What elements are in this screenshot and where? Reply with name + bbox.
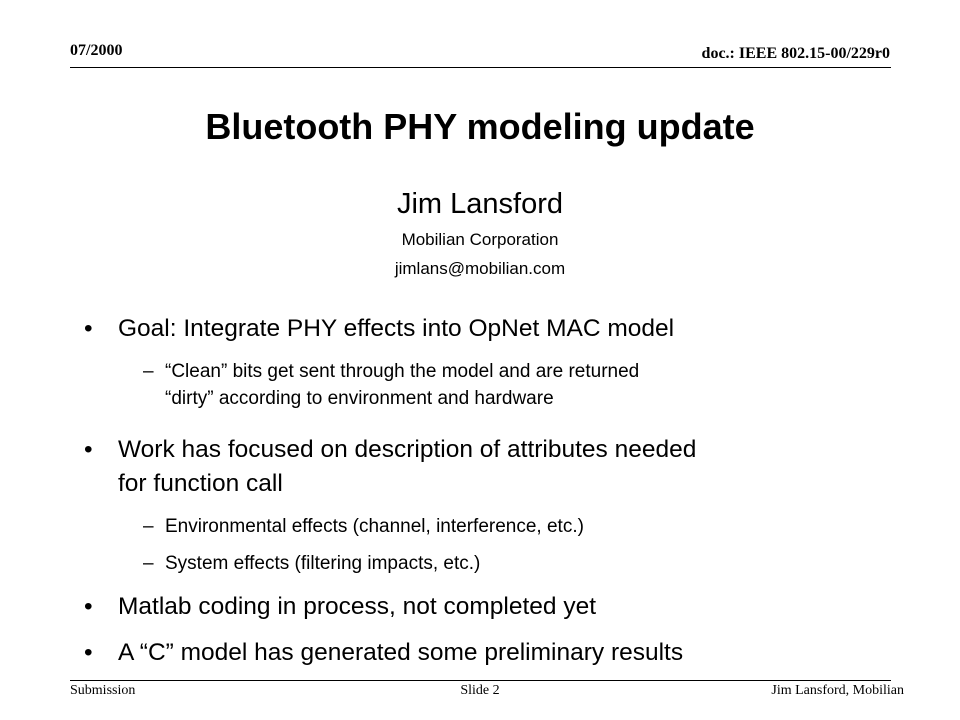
sub-bullet-text: “dirty” according to environment and hardware xyxy=(165,388,554,409)
footer-slide-number: Slide 2 xyxy=(460,683,500,698)
sub-bullet-text: “Clean” bits get sent through the model and are returned xyxy=(165,361,640,382)
footer-author: Jim Lansford, Mobilian xyxy=(771,683,904,698)
bullet-marker: • xyxy=(84,315,93,342)
author-organization: Mobilian Corporation xyxy=(401,230,559,249)
bullet-marker: • xyxy=(84,436,93,463)
bullet-text: Matlab coding in process, not completed yet xyxy=(118,593,597,620)
sub-bullet-text: System effects (filtering impacts, etc.) xyxy=(165,553,481,574)
author-email: jimlans@mobilian.com xyxy=(394,259,566,278)
footer-divider xyxy=(70,680,891,681)
bullet-text: Work has focused on description of attributes needed xyxy=(118,436,697,463)
bullet-marker: • xyxy=(84,593,93,620)
bullet-text: Goal: Integrate PHY effects into OpNet MAC model xyxy=(118,315,675,342)
slide-title: Bluetooth PHY modeling update xyxy=(205,106,755,147)
bullet-text: A “C” model has generated some preliminary results xyxy=(118,639,684,666)
sub-bullet-marker: – xyxy=(143,361,154,382)
author-name: Jim Lansford xyxy=(396,188,563,220)
sub-bullet-text: Environmental effects (channel, interference, etc.) xyxy=(165,516,584,537)
footer-submission: Submission xyxy=(70,683,136,698)
bullet-text: for function call xyxy=(118,470,283,497)
header-divider xyxy=(70,67,891,68)
sub-bullet-marker: – xyxy=(143,516,154,537)
header-date: 07/2000 xyxy=(70,42,123,59)
sub-bullet-marker: – xyxy=(143,553,154,574)
header-doc-id: doc.: IEEE 802.15-00/229r0 xyxy=(701,45,890,62)
bullet-marker: • xyxy=(84,639,93,666)
